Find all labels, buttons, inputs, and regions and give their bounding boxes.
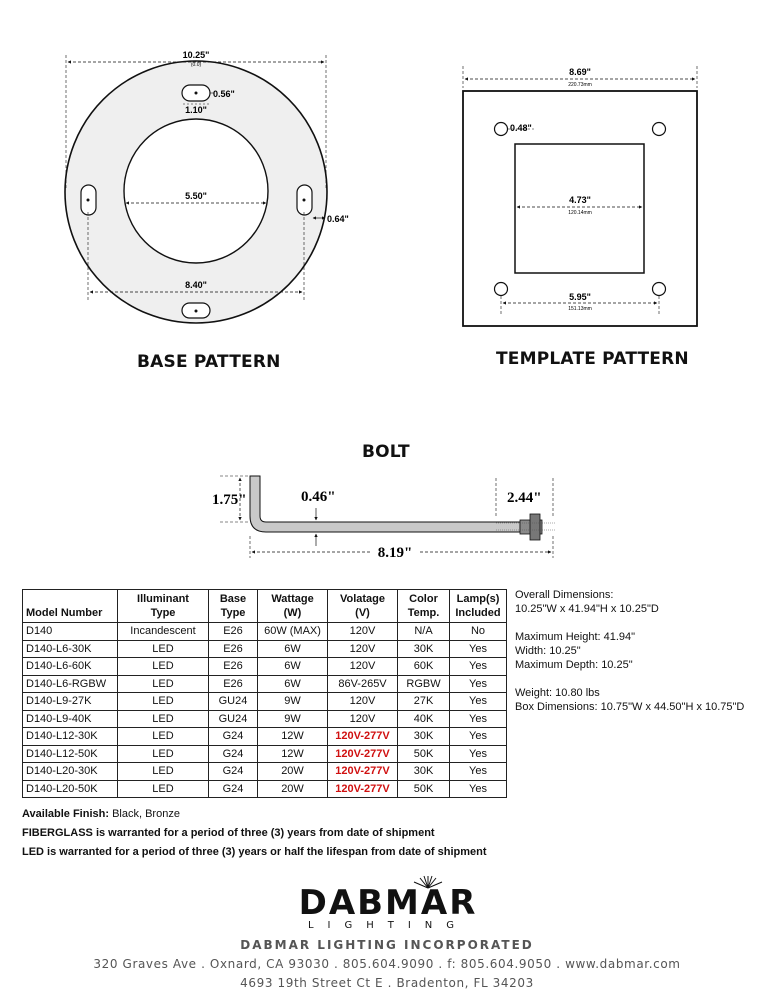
- weight: Weight: 10.80 lbs: [515, 687, 600, 699]
- cell-lamps: Yes: [450, 745, 507, 763]
- cell-base: G24: [209, 745, 258, 763]
- cell-wattage: 12W: [258, 745, 328, 763]
- bolt-dim-diameter: 0.46": [301, 489, 336, 505]
- cell-wattage: 6W: [258, 675, 328, 693]
- cell-color-temp: 50K: [398, 780, 450, 798]
- cell-lamps: Yes: [450, 658, 507, 676]
- table-row: [23, 658, 507, 676]
- cell-wattage: 6W: [258, 658, 328, 676]
- cell-color-temp: 40K: [398, 710, 450, 728]
- cell-model: D140-L6-30K: [23, 640, 118, 658]
- available-finish: [22, 808, 180, 820]
- cell-voltage: 120V-277V: [328, 763, 398, 781]
- cell-color-temp: 30K: [398, 763, 450, 781]
- cell-base: G24: [209, 780, 258, 798]
- template-hole-bl: [495, 283, 508, 296]
- cell-base: E26: [209, 658, 258, 676]
- cell-voltage: 120V-277V: [328, 745, 398, 763]
- cell-voltage: 120V: [328, 623, 398, 641]
- cell-color-temp: N/A: [398, 623, 450, 641]
- cell-base: G24: [209, 763, 258, 781]
- available-finish-label: Available Finish:: [22, 808, 110, 820]
- overall-dimensions-value: 10.25"W x 41.94"H x 10.25"D: [515, 603, 659, 615]
- table-row: [23, 763, 507, 781]
- cell-color-temp: 30K: [398, 728, 450, 746]
- cell-illuminant: LED: [118, 640, 209, 658]
- cell-illuminant: LED: [118, 675, 209, 693]
- spec-table: [22, 589, 507, 798]
- col-header-color-temp: Color Temp.: [398, 590, 450, 623]
- cell-lamps: Yes: [450, 763, 507, 781]
- base-dim-slot-spacing: 8.40": [185, 280, 207, 290]
- cell-lamps: Yes: [450, 675, 507, 693]
- cell-wattage: 20W: [258, 780, 328, 798]
- table-row: [23, 675, 507, 693]
- cell-illuminant: LED: [118, 658, 209, 676]
- col-header-lamps: Lamp(s) Included: [450, 590, 507, 623]
- product-dimensions: [515, 588, 744, 714]
- template-dim-overall: 8.69": [569, 67, 591, 77]
- cell-lamps: Yes: [450, 693, 507, 711]
- cell-illuminant: LED: [118, 780, 209, 798]
- base-dim-slot-height: 0.56": [213, 89, 235, 99]
- table-row: [23, 745, 507, 763]
- col-header-base: Base Type: [209, 590, 258, 623]
- base-dim-center-hole: 5.50": [185, 191, 207, 201]
- cell-color-temp: 50K: [398, 745, 450, 763]
- cell-base: G24: [209, 728, 258, 746]
- col-header-illuminant: Illuminant Type: [118, 590, 209, 623]
- base-dim-overall-sub: (0.0): [190, 62, 202, 68]
- cell-color-temp: 30K: [398, 640, 450, 658]
- table-row: [23, 710, 507, 728]
- template-pattern-heading: TEMPLATE PATTERN: [496, 349, 689, 369]
- cell-illuminant: LED: [118, 728, 209, 746]
- cell-voltage: 86V-265V: [328, 675, 398, 693]
- col-header-model: Model Number: [23, 590, 118, 623]
- logo-word: DABMAR: [298, 883, 478, 923]
- template-hole-tl: [495, 123, 508, 136]
- cell-model: D140-L20-30K: [23, 763, 118, 781]
- col-header-voltage: Volatage (V): [328, 590, 398, 623]
- col-header-wattage: Wattage (W): [258, 590, 328, 623]
- base-pattern-heading: BASE PATTERN: [137, 352, 281, 372]
- table-row: [23, 780, 507, 798]
- cell-model: D140-L6-60K: [23, 658, 118, 676]
- cell-lamps: Yes: [450, 640, 507, 658]
- company-address-2: 4693 19th Street Ct E . Bradenton, FL 34203: [240, 976, 534, 990]
- cell-wattage: 60W (MAX): [258, 623, 328, 641]
- template-center-cutout: [515, 144, 644, 273]
- table-row: [23, 640, 507, 658]
- template-hole-br: [653, 283, 666, 296]
- cell-voltage: 120V-277V: [328, 780, 398, 798]
- template-dim-hole-spacing: 5.95": [569, 292, 591, 302]
- base-pattern-drawing: [65, 50, 349, 323]
- template-dim-hole-spacing-mm: 151.13mm: [568, 306, 592, 312]
- base-dim-edge: 0.64": [327, 214, 349, 224]
- cell-base: E26: [209, 640, 258, 658]
- cell-base: GU24: [209, 710, 258, 728]
- bolt-dim-thread: 2.44": [507, 490, 542, 506]
- bolt-dim-hook: 1.75": [212, 492, 247, 508]
- cell-lamps: Yes: [450, 780, 507, 798]
- spec-table-header-row: [23, 590, 507, 623]
- cell-model: D140-L9-27K: [23, 693, 118, 711]
- cell-lamps: No: [450, 623, 507, 641]
- bolt-drawing: [212, 476, 555, 560]
- cell-model: D140-L20-50K: [23, 780, 118, 798]
- cell-model: D140-L9-40K: [23, 710, 118, 728]
- cell-model: D140-L12-50K: [23, 745, 118, 763]
- company-name: DABMAR LIGHTING INCORPORATED: [240, 938, 534, 952]
- cell-voltage: 120V: [328, 640, 398, 658]
- bolt-dim-length: 8.19": [377, 545, 413, 560]
- overall-dimensions-label: Overall Dimensions:: [515, 589, 614, 601]
- cell-base: E26: [209, 675, 258, 693]
- cell-wattage: 9W: [258, 693, 328, 711]
- cell-illuminant: LED: [118, 693, 209, 711]
- cell-base: E26: [209, 623, 258, 641]
- max-depth: Maximum Depth: 10.25": [515, 659, 633, 671]
- template-pattern-drawing: [463, 66, 697, 326]
- cell-color-temp: 27K: [398, 693, 450, 711]
- template-dim-overall-mm: 220.73mm: [568, 82, 592, 88]
- cell-base: GU24: [209, 693, 258, 711]
- spec-table-body: [23, 623, 507, 798]
- cell-voltage: 120V: [328, 710, 398, 728]
- cell-wattage: 6W: [258, 640, 328, 658]
- warranty-fiberglass: FIBERGLASS is warranted for a period of three (3) years from date of shipment: [22, 827, 435, 839]
- company-address-1: 320 Graves Ave . Oxnard, CA 93030 . 805.604.9090 . f: 805.604.9050 . www.dabmar.com: [93, 957, 681, 971]
- template-hole-tr: [653, 123, 666, 136]
- template-dim-center-mm: 120.14mm: [568, 210, 592, 216]
- cell-lamps: Yes: [450, 728, 507, 746]
- cell-wattage: 12W: [258, 728, 328, 746]
- width: Width: 10.25": [515, 645, 581, 657]
- cell-illuminant: Incandescent: [118, 623, 209, 641]
- template-dim-hole: 0.48": [510, 123, 532, 133]
- dabmar-logo: [280, 872, 496, 932]
- cell-color-temp: RGBW: [398, 675, 450, 693]
- box-dimensions: Box Dimensions: 10.75"W x 44.50"H x 10.75"D: [515, 701, 745, 713]
- max-height: Maximum Height: 41.94": [515, 631, 636, 643]
- cell-voltage: 120V-277V: [328, 728, 398, 746]
- cell-model: D140-L12-30K: [23, 728, 118, 746]
- cell-illuminant: LED: [118, 745, 209, 763]
- bolt-washer: [530, 514, 540, 540]
- table-row: [23, 693, 507, 711]
- table-row: [23, 623, 507, 641]
- cell-illuminant: LED: [118, 710, 209, 728]
- cell-model: D140: [23, 623, 118, 641]
- warranty-led: LED is warranted for a period of three (3) years or half the lifespan from date of shipment: [22, 846, 487, 858]
- logo-sub: LIGHTING: [307, 920, 469, 931]
- cell-illuminant: LED: [118, 763, 209, 781]
- cell-voltage: 120V: [328, 693, 398, 711]
- cell-lamps: Yes: [450, 710, 507, 728]
- cell-color-temp: 60K: [398, 658, 450, 676]
- template-dim-center: 4.73": [569, 195, 591, 205]
- base-dim-overall: 10.25": [182, 50, 210, 60]
- base-dim-slot-width: 1.10": [185, 105, 207, 115]
- cell-wattage: 9W: [258, 710, 328, 728]
- bolt-heading: BOLT: [362, 442, 410, 462]
- cell-model: D140-L6-RGBW: [23, 675, 118, 693]
- table-row: [23, 728, 507, 746]
- available-finish-value: Black, Bronze: [109, 808, 180, 820]
- cell-voltage: 120V: [328, 658, 398, 676]
- cell-wattage: 20W: [258, 763, 328, 781]
